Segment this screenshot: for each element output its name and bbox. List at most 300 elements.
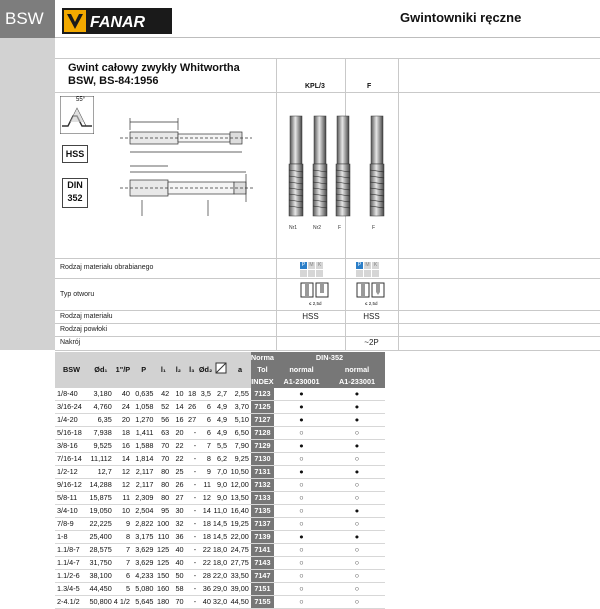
index-cell: 7155 — [251, 596, 274, 609]
l2-cell: 22 — [171, 453, 185, 466]
index-cell: 7125 — [251, 401, 274, 414]
a-cell: 32,0 — [213, 596, 229, 609]
d2-cell: 12 — [198, 492, 213, 505]
f-mark: ○ — [329, 492, 385, 505]
tpi-cell: 40 — [114, 388, 132, 401]
pitch-cell: 1,058 — [132, 401, 155, 414]
d2-cell: 6 — [198, 427, 213, 440]
d2-cell: 28 — [198, 570, 213, 583]
index-cell: 7133 — [251, 492, 274, 505]
d1-cell: 44,450 — [88, 583, 114, 596]
l2-cell: 22 — [171, 440, 185, 453]
l1-cell: 70 — [155, 453, 171, 466]
square-icon — [213, 352, 229, 388]
index-cell: 7132 — [251, 479, 274, 492]
divider — [55, 278, 600, 279]
l1-cell: 56 — [155, 414, 171, 427]
index-cell: 7127 — [251, 414, 274, 427]
table-row — [55, 518, 385, 531]
tpi-cell: 24 — [114, 401, 132, 414]
d2-cell: 3,5 — [198, 388, 213, 401]
f-mark: ○ — [329, 596, 385, 609]
l3-cell: - — [186, 466, 199, 479]
index-cell: 7137 — [251, 518, 274, 531]
kpl-mark: ○ — [274, 557, 329, 570]
square-cell: 39,00 — [229, 583, 251, 596]
l1-cell: 180 — [155, 596, 171, 609]
pitch-cell: 2,309 — [132, 492, 155, 505]
material-group-icons: P M K — [300, 262, 330, 271]
tpi-cell: 8 — [114, 531, 132, 544]
kpl-mark: ● — [274, 531, 329, 544]
index-cell: 7135 — [251, 505, 274, 518]
l2-cell: 27 — [171, 492, 185, 505]
d2-cell: 18 — [198, 518, 213, 531]
size-cell: 1.1/2-6 — [55, 570, 88, 583]
table-row — [55, 596, 385, 609]
pitch-cell: 3,175 — [132, 531, 155, 544]
size-cell: 1.3/4-5 — [55, 583, 88, 596]
l2-cell: 36 — [171, 531, 185, 544]
f-mark: ○ — [329, 544, 385, 557]
l3-cell: 27 — [186, 414, 199, 427]
kpl-mark: ○ — [274, 570, 329, 583]
l3-cell: - — [186, 570, 199, 583]
square-cell: 12,00 — [229, 479, 251, 492]
property-label: Nakrój — [60, 339, 81, 346]
d1-cell: 31,750 — [88, 557, 114, 570]
f-mark: ● — [329, 440, 385, 453]
l1-cell: 125 — [155, 544, 171, 557]
l2-cell: 20 — [171, 427, 185, 440]
col-l2: l₂ — [171, 352, 185, 388]
l3-cell: - — [186, 544, 199, 557]
d2-cell: 6 — [198, 401, 213, 414]
d2-cell: 40 — [198, 596, 213, 609]
norm-value: DIN-352 — [274, 352, 385, 364]
table-row — [55, 544, 385, 557]
f-mark: ○ — [329, 479, 385, 492]
d1-cell: 28,575 — [88, 544, 114, 557]
tpi-cell: 11 — [114, 492, 132, 505]
l1-cell: 100 — [155, 518, 171, 531]
tpi-cell: 16 — [114, 440, 132, 453]
l1-cell: 80 — [155, 479, 171, 492]
hole-depth-label: ≤ 2,5d — [365, 301, 378, 306]
l2-cell: 25 — [171, 466, 185, 479]
a-cell: 18,0 — [213, 557, 229, 570]
page-title: Gwintowniki ręczne — [400, 10, 522, 25]
l2-cell: 40 — [171, 544, 185, 557]
material-value-kpl: HSS — [302, 312, 319, 321]
col-l3: l₃ — [186, 352, 199, 388]
size-cell: 3/8-16 — [55, 440, 88, 453]
size-cell: 1/2-12 — [55, 466, 88, 479]
size-cell: 1.1/8-7 — [55, 544, 88, 557]
size-cell: 9/16-12 — [55, 479, 88, 492]
pitch-cell: 2,504 — [132, 505, 155, 518]
table-row — [55, 466, 385, 479]
kpl-mark: ○ — [274, 492, 329, 505]
l1-cell: 70 — [155, 440, 171, 453]
d1-cell: 38,100 — [88, 570, 114, 583]
index-cell: 7128 — [251, 427, 274, 440]
l1-cell: 125 — [155, 557, 171, 570]
f-mark: ○ — [329, 583, 385, 596]
d1-cell: 50,800 — [88, 596, 114, 609]
pitch-cell: 3,629 — [132, 557, 155, 570]
kpl-mark: ○ — [274, 544, 329, 557]
din-badge — [62, 178, 88, 208]
l3-cell: - — [186, 453, 199, 466]
tap-technical-drawing — [112, 108, 262, 220]
divider — [55, 310, 600, 311]
col-d1: Ød₁ — [88, 352, 114, 388]
hole-depth-label: ≤ 2,5d — [309, 301, 322, 306]
l2-cell: 26 — [171, 479, 185, 492]
d2-cell: 11 — [198, 479, 213, 492]
tpi-cell: 6 — [114, 570, 132, 583]
l2-cell: 10 — [171, 388, 185, 401]
a-cell: 29,0 — [213, 583, 229, 596]
square-cell: 10,50 — [229, 466, 251, 479]
property-label: Rodzaj powłoki — [60, 326, 108, 333]
kpl-mark: ● — [274, 466, 329, 479]
header-divider — [55, 37, 600, 38]
kpl-mark: ○ — [274, 505, 329, 518]
left-rail — [0, 38, 55, 350]
material-group-icons: P M K — [356, 262, 386, 271]
d1-cell: 11,112 — [88, 453, 114, 466]
table-row — [55, 583, 385, 596]
l3-cell: - — [186, 531, 199, 544]
d1-cell: 4,760 — [88, 401, 114, 414]
tpi-cell: 4 1/2 — [114, 596, 132, 609]
a-cell: 9,0 — [213, 492, 229, 505]
size-cell: 7/16-14 — [55, 453, 88, 466]
table-row — [55, 531, 385, 544]
square-cell: 27,75 — [229, 557, 251, 570]
divider — [55, 258, 600, 259]
dimensions-table — [55, 352, 385, 609]
tap-label-nr1: Nr1 — [289, 225, 298, 231]
l3-cell: - — [186, 583, 199, 596]
l2-cell: 70 — [171, 596, 185, 609]
kpl-mark: ○ — [274, 583, 329, 596]
square-cell: 7,90 — [229, 440, 251, 453]
table-row — [55, 505, 385, 518]
f-mark: ○ — [329, 570, 385, 583]
table-row — [55, 479, 385, 492]
l2-cell: 50 — [171, 570, 185, 583]
a-cell: 7,0 — [213, 466, 229, 479]
index-cell: 7147 — [251, 570, 274, 583]
f-mark: ● — [329, 531, 385, 544]
l1-cell: 80 — [155, 466, 171, 479]
tpi-cell: 18 — [114, 427, 132, 440]
property-label: Rodzaj materiału obrabianego — [60, 264, 154, 271]
divider — [55, 323, 600, 324]
square-cell: 44,50 — [229, 596, 251, 609]
d1-cell: 12,7 — [88, 466, 114, 479]
tap-label-nr2: Nr2 — [313, 225, 322, 231]
pitch-cell: 1,814 — [132, 453, 155, 466]
index-cell: 7123 — [251, 388, 274, 401]
table-row — [55, 388, 385, 401]
index-label: INDEX — [251, 377, 274, 386]
tap-label-f: F — [338, 225, 342, 231]
d2-cell: 36 — [198, 583, 213, 596]
spec-title-line1: Gwint całowy zwykły Whitwortha — [68, 62, 240, 74]
d2-cell: 6 — [198, 414, 213, 427]
size-cell: 5/8-11 — [55, 492, 88, 505]
divider — [55, 336, 600, 337]
col-a: a — [229, 352, 251, 388]
f-mark: ○ — [329, 427, 385, 440]
table-row — [55, 414, 385, 427]
size-cell: 1/8-40 — [55, 388, 88, 401]
size-cell: 1/4-20 — [55, 414, 88, 427]
tpi-cell: 14 — [114, 453, 132, 466]
index-cell: 7131 — [251, 466, 274, 479]
property-label: Rodzaj materiału — [60, 313, 113, 320]
index-cell: 7141 — [251, 544, 274, 557]
size-cell: 3/16-24 — [55, 401, 88, 414]
tolerance-kpl: normal — [274, 364, 329, 376]
d1-cell: 14,288 — [88, 479, 114, 492]
a-cell: 4,9 — [213, 401, 229, 414]
l3-cell: - — [186, 492, 199, 505]
d2-cell: 8 — [198, 453, 213, 466]
d1-cell: 3,180 — [88, 388, 114, 401]
index-kpl: A1-230001 — [274, 376, 329, 388]
d1-cell: 9,525 — [88, 440, 114, 453]
l1-cell: 150 — [155, 570, 171, 583]
a-cell: 4,9 — [213, 427, 229, 440]
pitch-cell: 5,080 — [132, 583, 155, 596]
l2-cell: 30 — [171, 505, 185, 518]
f-mark: ● — [329, 388, 385, 401]
d2-cell: 18 — [198, 531, 213, 544]
col-pitch: P — [132, 352, 155, 388]
index-cell: 7151 — [251, 583, 274, 596]
a-cell: 9,0 — [213, 479, 229, 492]
l1-cell: 52 — [155, 401, 171, 414]
square-cell: 24,75 — [229, 544, 251, 557]
norm-label: Norma — [250, 353, 274, 362]
divider — [55, 92, 600, 93]
tpi-cell: 7 — [114, 544, 132, 557]
d2-cell: 9 — [198, 466, 213, 479]
pitch-cell: 5,645 — [132, 596, 155, 609]
l2-cell: 32 — [171, 518, 185, 531]
table-row — [55, 557, 385, 570]
kpl-mark: ○ — [274, 427, 329, 440]
column-header-f: F — [367, 83, 372, 90]
square-cell: 3,70 — [229, 401, 251, 414]
d1-cell: 25,400 — [88, 531, 114, 544]
l3-cell: - — [186, 479, 199, 492]
col-l1: l₁ — [155, 352, 171, 388]
l3-cell: 18 — [186, 388, 199, 401]
pitch-cell: 1,411 — [132, 427, 155, 440]
l3-cell: - — [186, 427, 199, 440]
square-cell: 13,50 — [229, 492, 251, 505]
col-tpi: 1"/P — [114, 352, 132, 388]
l3-cell: 26 — [186, 401, 199, 414]
f-mark: ○ — [329, 557, 385, 570]
d1-cell: 6,35 — [88, 414, 114, 427]
l2-cell: 14 — [171, 401, 185, 414]
table-row — [55, 453, 385, 466]
d2-cell: 7 — [198, 440, 213, 453]
a-cell: 6,2 — [213, 453, 229, 466]
d1-cell: 15,875 — [88, 492, 114, 505]
f-mark: ● — [329, 401, 385, 414]
pitch-cell: 1,588 — [132, 440, 155, 453]
index-cell: 7130 — [251, 453, 274, 466]
kpl-mark: ● — [274, 440, 329, 453]
square-cell: 2,55 — [229, 388, 251, 401]
index-cell: 7139 — [251, 531, 274, 544]
size-cell: 2-4.1/2 — [55, 596, 88, 609]
l3-cell: - — [186, 596, 199, 609]
size-cell: 5/16-18 — [55, 427, 88, 440]
square-cell: 16,40 — [229, 505, 251, 518]
thread-angle: 55° — [76, 97, 86, 103]
l1-cell: 63 — [155, 427, 171, 440]
material-badge: HSS — [62, 145, 88, 163]
table-row — [55, 492, 385, 505]
a-cell: 2,7 — [213, 388, 229, 401]
fanar-logo — [62, 8, 172, 34]
tpi-cell: 10 — [114, 505, 132, 518]
pitch-cell: 3,629 — [132, 544, 155, 557]
d1-cell: 22,225 — [88, 518, 114, 531]
din-badge-line1: DIN — [67, 180, 83, 190]
d2-cell: 22 — [198, 544, 213, 557]
l3-cell: - — [186, 440, 199, 453]
a-cell: 14,5 — [213, 518, 229, 531]
square-cell: 9,25 — [229, 453, 251, 466]
d1-cell: 19,050 — [88, 505, 114, 518]
f-mark: ● — [329, 505, 385, 518]
a-cell: 14,5 — [213, 531, 229, 544]
l2-cell: 40 — [171, 557, 185, 570]
kpl-mark: ○ — [274, 518, 329, 531]
f-mark: ● — [329, 466, 385, 479]
tol-label: Tol — [251, 364, 274, 376]
kpl-mark: ● — [274, 401, 329, 414]
tpi-cell: 7 — [114, 557, 132, 570]
kpl-mark: ○ — [274, 596, 329, 609]
tpi-cell: 20 — [114, 414, 132, 427]
tpi-cell: 12 — [114, 466, 132, 479]
a-cell: 11,0 — [213, 505, 229, 518]
pitch-cell: 2,117 — [132, 479, 155, 492]
l1-cell: 95 — [155, 505, 171, 518]
divider — [276, 58, 277, 350]
pitch-cell: 2,822 — [132, 518, 155, 531]
divider — [55, 58, 600, 59]
size-cell: 3/4-10 — [55, 505, 88, 518]
f-mark: ○ — [329, 453, 385, 466]
square-cell: 5,10 — [229, 414, 251, 427]
spec-title — [68, 62, 240, 88]
pitch-cell: 4,233 — [132, 570, 155, 583]
square-cell: 33,50 — [229, 570, 251, 583]
l1-cell: 160 — [155, 583, 171, 596]
divider — [398, 58, 399, 350]
tpi-cell: 9 — [114, 518, 132, 531]
square-cell: 19,25 — [229, 518, 251, 531]
size-cell: 7/8-9 — [55, 518, 88, 531]
l1-cell: 42 — [155, 388, 171, 401]
table-row — [55, 440, 385, 453]
table-row — [55, 401, 385, 414]
chamfer-value-f: ~2P — [364, 338, 379, 347]
table-row — [55, 570, 385, 583]
divider — [55, 350, 600, 351]
d2-cell: 22 — [198, 557, 213, 570]
kpl-mark: ● — [274, 414, 329, 427]
index-f: A1-233001 — [329, 376, 385, 388]
square-cell: 6,50 — [229, 427, 251, 440]
l1-cell: 110 — [155, 531, 171, 544]
a-cell: 22,0 — [213, 570, 229, 583]
f-mark: ● — [329, 414, 385, 427]
din-badge-line2: 352 — [67, 193, 83, 203]
tap-label-f: F — [372, 225, 376, 231]
svg-text:FANAR: FANAR — [90, 14, 146, 31]
taps-image — [284, 110, 394, 236]
index-cell: 7143 — [251, 557, 274, 570]
tolerance-f: normal — [329, 364, 385, 376]
spec-title-line2: BSW, BS-84:1956 — [68, 75, 159, 87]
square-cell: 22,00 — [229, 531, 251, 544]
pitch-cell: 1,270 — [132, 414, 155, 427]
column-header-kpl: KPL/3 — [305, 83, 325, 90]
kpl-mark: ● — [274, 388, 329, 401]
thread-profile-icon — [60, 96, 94, 134]
a-cell: 4,9 — [213, 414, 229, 427]
l2-cell: 16 — [171, 414, 185, 427]
col-d2: Ød₂ — [198, 352, 213, 388]
col-size: BSW — [55, 352, 88, 388]
l3-cell: - — [186, 518, 199, 531]
size-cell: 1-8 — [55, 531, 88, 544]
l1-cell: 80 — [155, 492, 171, 505]
d2-cell: 14 — [198, 505, 213, 518]
kpl-mark: ○ — [274, 479, 329, 492]
kpl-mark: ○ — [274, 453, 329, 466]
l3-cell: - — [186, 557, 199, 570]
section-tab: BSW — [0, 0, 55, 38]
pitch-cell: 2,117 — [132, 466, 155, 479]
a-cell: 18,0 — [213, 544, 229, 557]
f-mark: ○ — [329, 518, 385, 531]
material-value-f: HSS — [363, 312, 380, 321]
index-cell: 7129 — [251, 440, 274, 453]
tpi-cell: 5 — [114, 583, 132, 596]
tpi-cell: 12 — [114, 479, 132, 492]
size-cell: 1.1/4-7 — [55, 557, 88, 570]
pitch-cell: 0,635 — [132, 388, 155, 401]
table-row — [55, 427, 385, 440]
l3-cell: - — [186, 505, 199, 518]
l2-cell: 58 — [171, 583, 185, 596]
d1-cell: 7,938 — [88, 427, 114, 440]
